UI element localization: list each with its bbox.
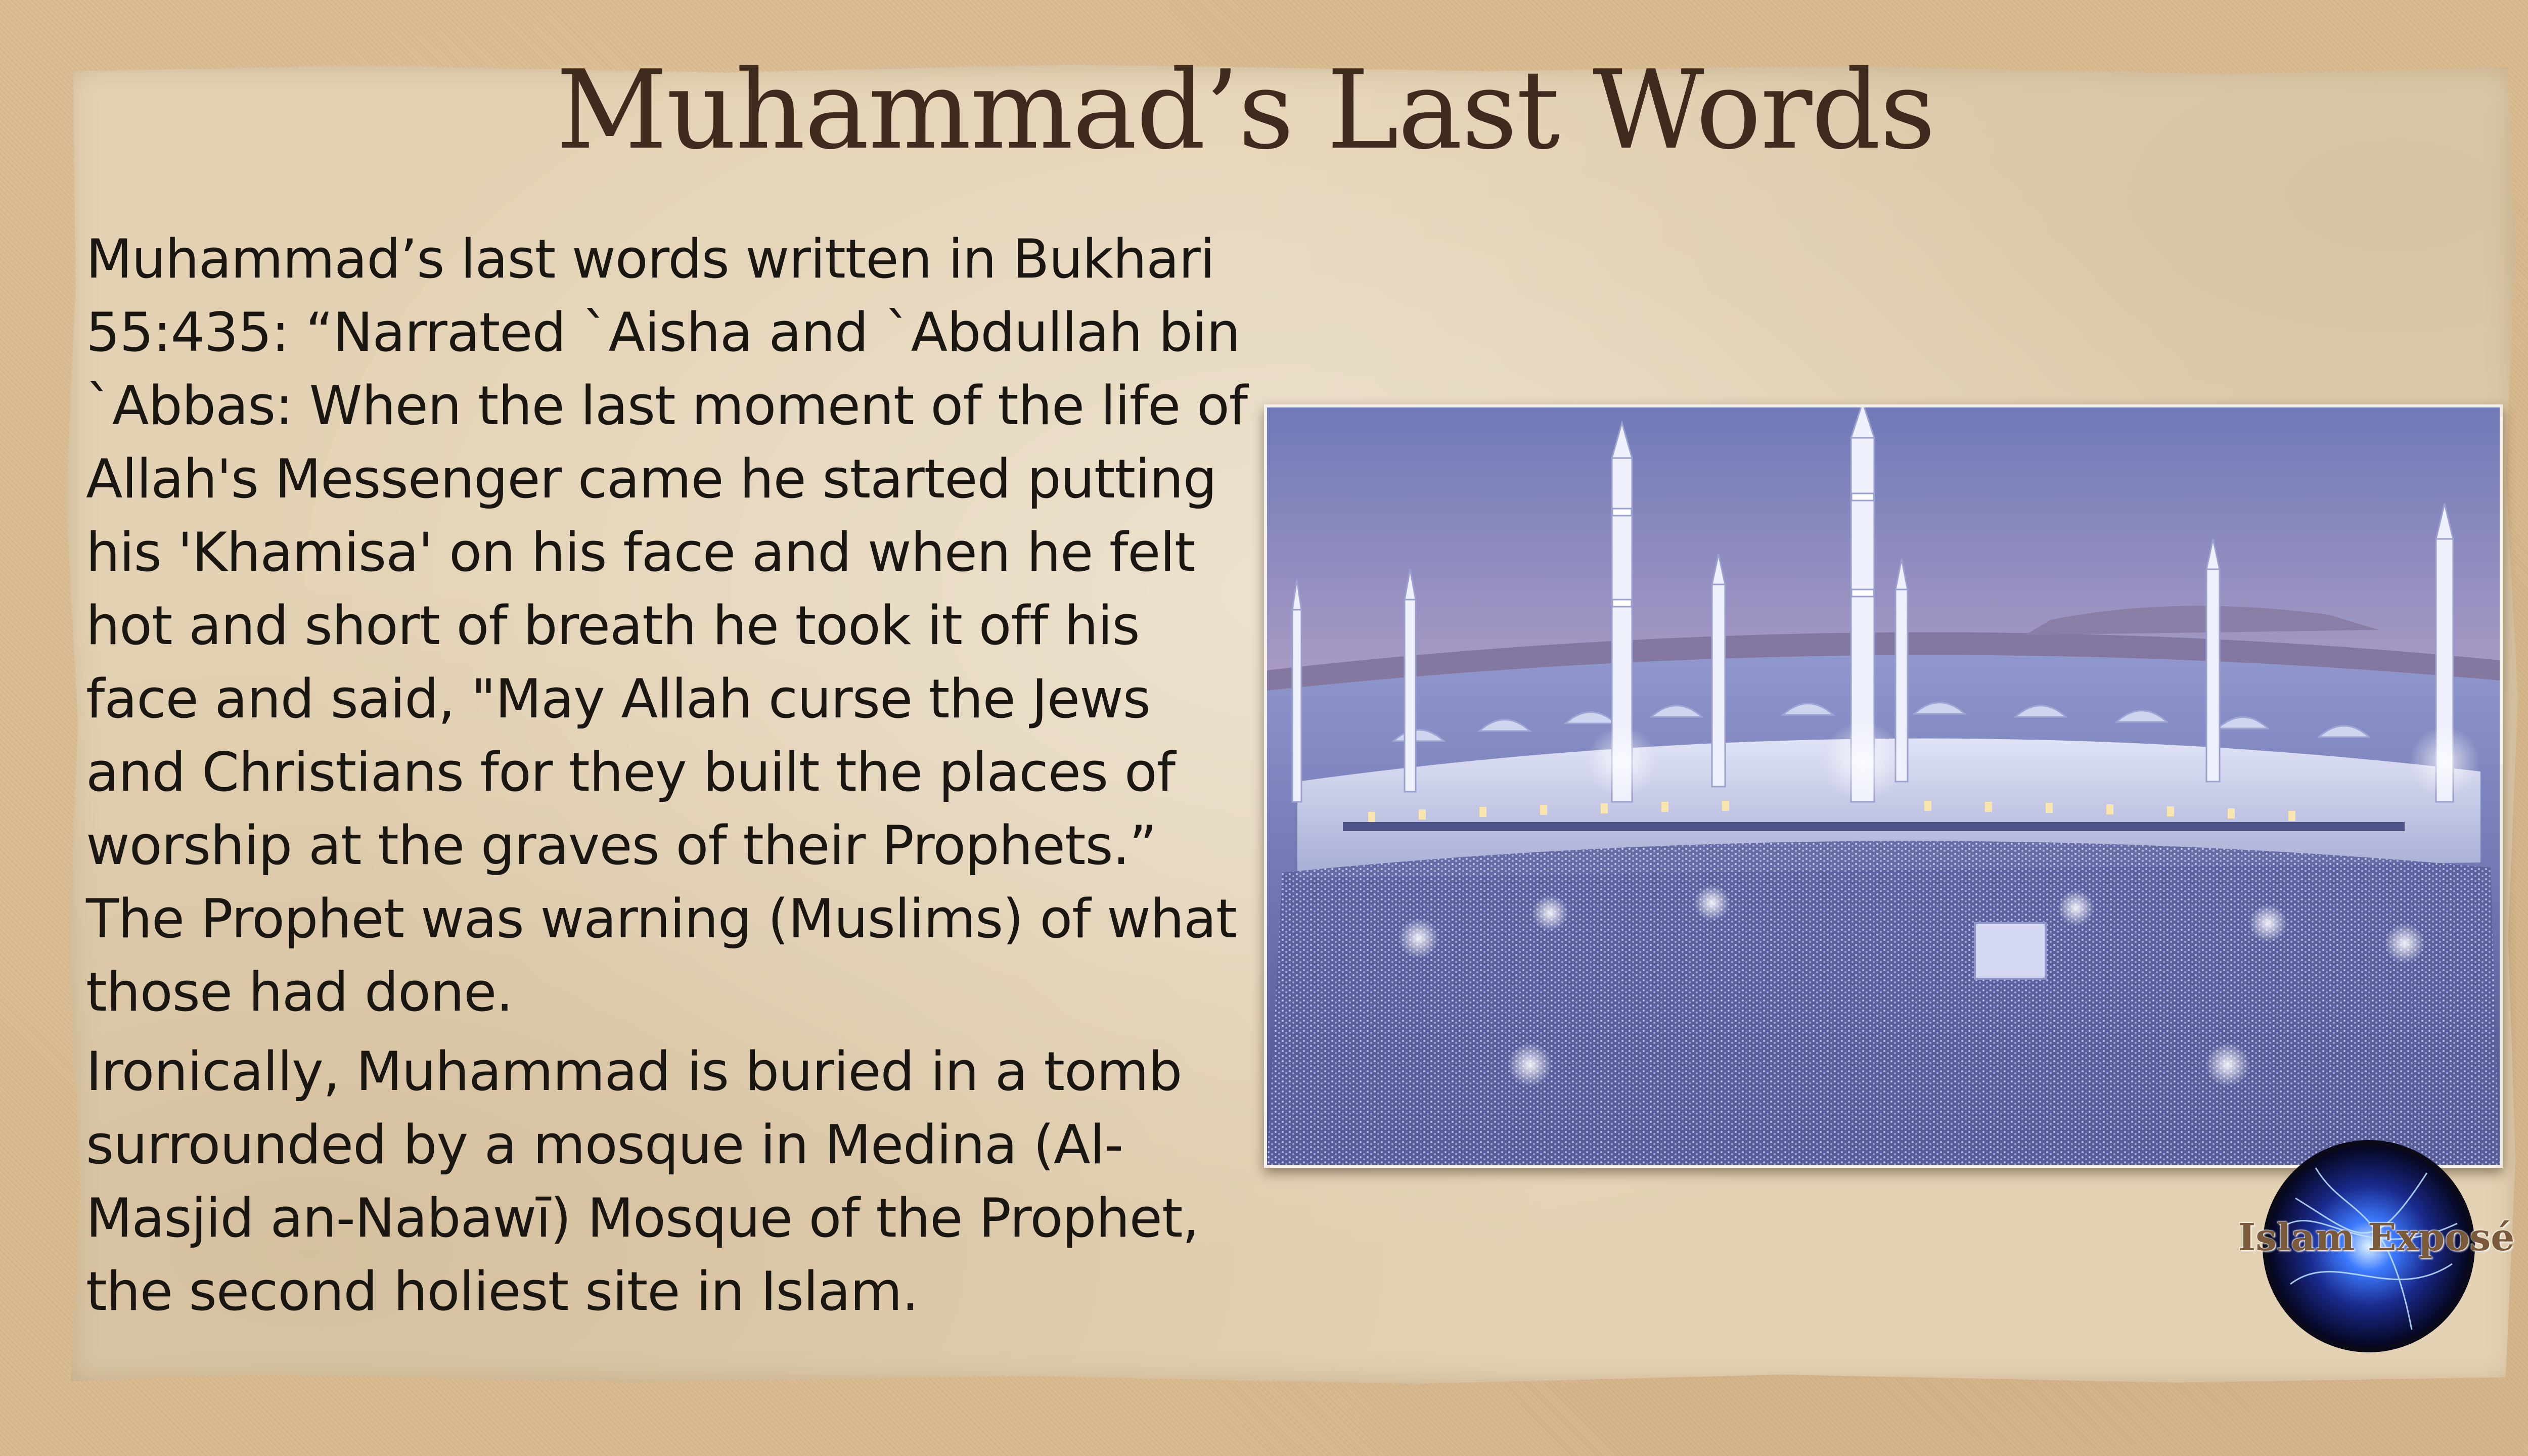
logo-text: Islam Exposé: [2238, 1216, 2515, 1259]
mosque-photo: [1264, 404, 2503, 1168]
irony-paragraph: Ironically, Muhammad is buried in a tomb surrounded by a mosque in Medina (Al-Masjid an-Nabawī) Mosque of the Prophet, the second holiest site in Islam.: [86, 1040, 1199, 1323]
page-title: Muhammad’s Last Words: [556, 47, 1935, 173]
body-text: [86, 222, 1249, 1328]
quote-paragraph: Muhammad’s last words written in Bukhari 55:435: “Narrated `Aisha and `Abdullah bin `Abbas: When the last moment of the life of Allah's Messenger came he started putting his 'Khamisa' on his face and when he felt hot and short of breath he took it off his face and said, "May Allah curse the Jews and Christians for they built the places of worship at the graves of their Prophets.” The Prophet was warning (Muslims) of what those had done.: [86, 228, 1248, 1023]
mosque-illustration: [1267, 407, 2500, 1165]
